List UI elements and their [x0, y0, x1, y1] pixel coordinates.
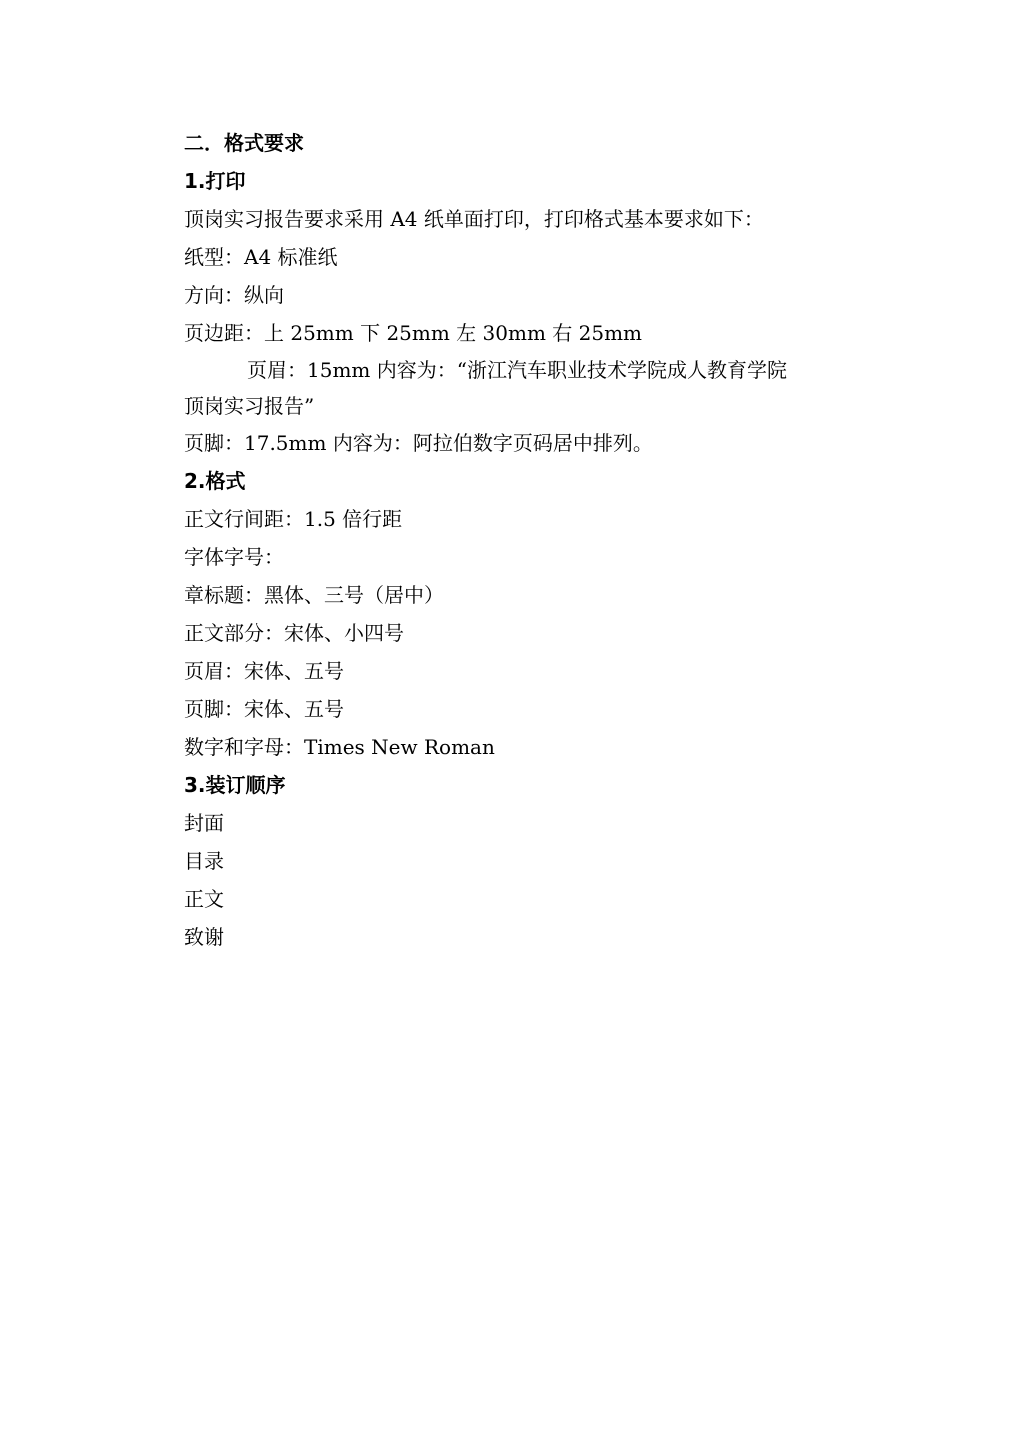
page-margins: 页边距：上 25mm 下 25mm 左 30mm 右 25mm	[184, 321, 643, 345]
body-text-font: 正文部分：宋体、小四号	[184, 621, 404, 645]
binding-item: 正文	[184, 887, 224, 911]
binding-item: 致谢	[184, 925, 224, 949]
binding-item: 目录	[184, 849, 224, 873]
document-content	[184, 124, 844, 956]
format-heading: 2.格式	[184, 469, 246, 493]
footer-font: 页脚：宋体、五号	[184, 697, 344, 721]
numbers-letters-font: 数字和字母：Times New Roman	[184, 735, 495, 759]
paper-type: 纸型：A4 标准纸	[184, 245, 338, 269]
binding-item: 封面	[184, 811, 224, 835]
header-spec-line1: 页眉：15mm 内容为：“浙江汽车职业技术学院成人教育学院	[247, 358, 787, 382]
orientation: 方向：纵向	[184, 283, 284, 307]
print-heading: 1.打印	[184, 169, 246, 193]
line-spacing: 正文行间距：1.5 倍行距	[184, 507, 403, 531]
font-size-label: 字体字号：	[184, 545, 284, 569]
section-title: 二．格式要求	[184, 131, 304, 155]
print-intro: 顶岗实习报告要求采用 A4 纸单面打印，打印格式基本要求如下：	[184, 207, 764, 231]
header-spec-line2: 顶岗实习报告”	[184, 394, 315, 418]
footer-spec: 页脚：17.5mm 内容为：阿拉伯数字页码居中排列。	[184, 431, 653, 455]
binding-heading: 3.装订顺序	[184, 773, 286, 797]
header-font: 页眉：宋体、五号	[184, 659, 344, 683]
chapter-title-font: 章标题：黑体、三号（居中）	[184, 583, 444, 607]
